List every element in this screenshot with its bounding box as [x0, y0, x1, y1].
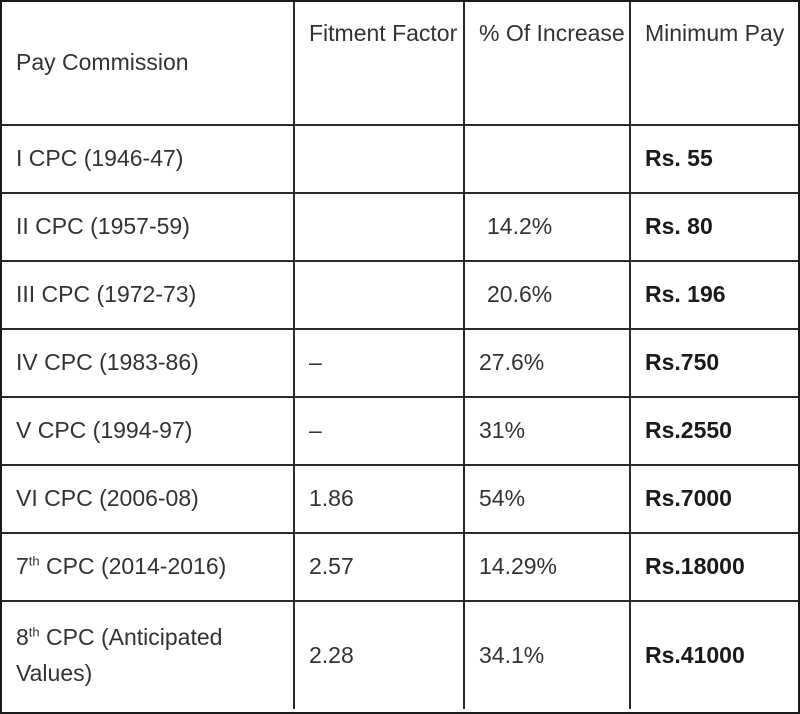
- table-header-row: [2, 2, 798, 125]
- increase-cell: 14.2%: [464, 193, 630, 261]
- min-pay-cell: Rs. 55: [630, 125, 798, 193]
- fitment-cell: [294, 125, 464, 193]
- header-fitment-factor: Fitment Factor: [294, 2, 464, 125]
- cpc-cell: IV CPC (1983-86): [2, 329, 294, 397]
- fitment-cell: –: [294, 329, 464, 397]
- min-pay-cell: Rs.2550: [630, 397, 798, 465]
- cpc-cell: III CPC (1972-73): [2, 261, 294, 329]
- min-pay-cell: Rs. 196: [630, 261, 798, 329]
- increase-cell: 14.29%: [464, 533, 630, 601]
- increase-cell: 27.6%: [464, 329, 630, 397]
- table-row: [2, 533, 798, 601]
- fitment-cell: 2.57: [294, 533, 464, 601]
- increase-cell: 20.6%: [464, 261, 630, 329]
- fitment-cell: 1.86: [294, 465, 464, 533]
- table-row: [2, 193, 798, 261]
- cpc-cell: [2, 533, 294, 601]
- increase-cell: 34.1%: [464, 601, 630, 709]
- header-percent-increase: % Of Increase: [464, 2, 630, 125]
- table-row: [2, 397, 798, 465]
- pay-commission-table: [2, 2, 798, 709]
- increase-cell: 31%: [464, 397, 630, 465]
- cpc-name: CPC (2014-2016): [39, 553, 227, 580]
- cpc-name: CPC (Anticipated Values): [16, 623, 223, 686]
- table-row: [2, 125, 798, 193]
- header-pay-commission: Pay Commission: [2, 2, 294, 125]
- cpc-cell: I CPC (1946-47): [2, 125, 294, 193]
- fitment-cell: 2.28: [294, 601, 464, 709]
- increase-cell: 54%: [464, 465, 630, 533]
- cpc-cell: [2, 601, 294, 709]
- table-row: [2, 329, 798, 397]
- header-minimum-pay: Minimum Pay: [630, 2, 798, 125]
- min-pay-cell: Rs. 80: [630, 193, 798, 261]
- fitment-cell: [294, 193, 464, 261]
- fitment-cell: –: [294, 397, 464, 465]
- cpc-ordinal: 7: [16, 553, 29, 580]
- cpc-cell: V CPC (1994-97): [2, 397, 294, 465]
- min-pay-cell: Rs.41000: [630, 601, 798, 709]
- min-pay-cell: Rs.18000: [630, 533, 798, 601]
- increase-cell: [464, 125, 630, 193]
- table-row: [2, 601, 798, 709]
- min-pay-cell: Rs.7000: [630, 465, 798, 533]
- cpc-ordinal: 8: [16, 623, 29, 650]
- fitment-cell: [294, 261, 464, 329]
- cpc-ordinal-suffix: th: [28, 553, 40, 569]
- table-row: [2, 465, 798, 533]
- cpc-cell: VI CPC (2006-08): [2, 465, 294, 533]
- cpc-ordinal-suffix: th: [28, 624, 40, 640]
- table-row: [2, 261, 798, 329]
- cpc-cell: II CPC (1957-59): [2, 193, 294, 261]
- min-pay-cell: Rs.750: [630, 329, 798, 397]
